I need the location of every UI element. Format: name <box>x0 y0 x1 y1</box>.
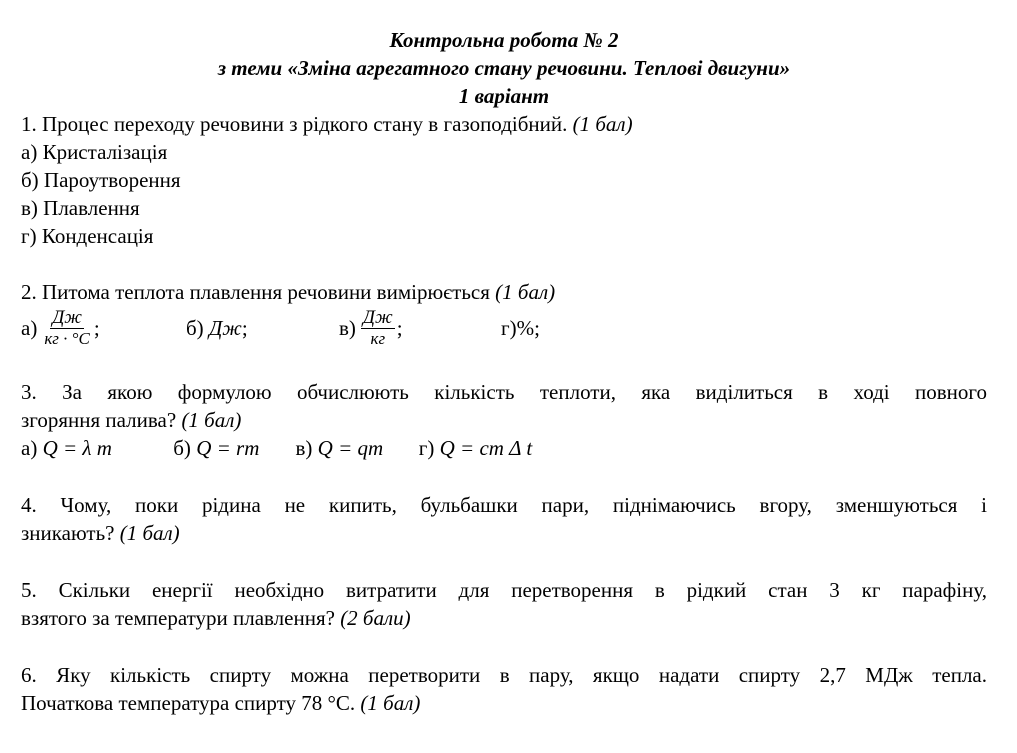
spacer <box>21 462 987 491</box>
question-6 <box>21 661 987 717</box>
document-header <box>21 26 987 110</box>
unit-fraction-j-per-kg: $\frac{Дж}{кг}$ <box>362 307 393 348</box>
question-3-line-2: згоряння палива? (1 бал) <box>21 408 242 432</box>
spacer <box>21 547 987 576</box>
question-4-line-2: зникають? (1 бал) <box>21 521 180 545</box>
question-4 <box>21 491 987 547</box>
question-2 <box>21 278 987 348</box>
spacer <box>21 632 987 661</box>
question-2-options <box>21 308 987 348</box>
question-5 <box>21 576 987 632</box>
question-1-points: (1 бал) <box>572 112 633 136</box>
spacer <box>21 250 987 278</box>
question-3-line-1: 3. За якою формулою обчислюють кількість теплоти, яка виділиться в ході повного <box>21 380 987 404</box>
question-1-option-a: а) Кристалізація <box>21 140 168 164</box>
question-3-option-a: а) Q = λ m <box>21 436 112 460</box>
question-3 <box>21 378 987 462</box>
question-2-option-d: г)%; <box>501 316 540 340</box>
question-2-option-c: в) $\frac{Дж}{кг}$ ; <box>339 307 403 348</box>
document-title: Контрольна робота № 2 <box>389 28 619 52</box>
question-5-line-2: взятого за температури плавлення? (2 бали) <box>21 606 411 630</box>
question-5-points: (2 бали) <box>340 606 411 630</box>
question-2-points: (1 бал) <box>495 280 556 304</box>
question-1-option-c: в) Плавлення <box>21 196 140 220</box>
unit-fraction-j-per-kg-c: $\frac{Дж}{кг \cdot ^\circ C}$ <box>44 307 90 348</box>
question-6-points: (1 бал) <box>360 691 421 715</box>
question-2-text: 2. Питома теплота плавлення речовини вимірюється (1 бал) <box>21 280 556 304</box>
question-3-option-b: б) Q = rm <box>173 436 260 460</box>
question-3-options <box>21 434 987 462</box>
variant-label: 1 варіант <box>458 84 550 108</box>
question-5-line-1: 5. Скільки енергії необхідно витратити для перетворення в рідкий стан 3 кг парафіну, <box>21 578 987 602</box>
spacer <box>21 348 987 378</box>
question-1-option-d: г) Конденсація <box>21 224 154 248</box>
question-4-points: (1 бал) <box>119 521 180 545</box>
question-6-line-2: Початкова температура спирту 78 °С. (1 бал) <box>21 691 421 715</box>
question-6-line-1: 6. Яку кількість спирту можна перетворити в пару, якщо надати спирту 2,7 МДж тепла. <box>21 663 987 687</box>
question-3-option-d: г) Q = cm Δ t <box>418 436 533 460</box>
question-1-option-b: б) Пароутворення <box>21 168 181 192</box>
question-1 <box>21 110 987 250</box>
document-topic: з теми «Зміна агрегатного стану речовини. Теплові двигуни» <box>217 56 791 80</box>
question-1-text: 1. Процес переходу речовини з рідкого стану в газоподібний. (1 бал) <box>21 112 633 136</box>
question-4-line-1: 4. Чому, поки рідина не кипить, бульбашки пари, піднімаючись вгору, зменшуються і <box>21 493 987 517</box>
question-3-points: (1 бал) <box>181 408 242 432</box>
question-3-option-c: в) Q = qm <box>295 436 384 460</box>
question-2-option-a: а) $\frac{Дж}{кг \cdot ^\circ C}$ ; <box>21 307 100 348</box>
question-2-option-b: б) Дж ; <box>186 316 248 340</box>
